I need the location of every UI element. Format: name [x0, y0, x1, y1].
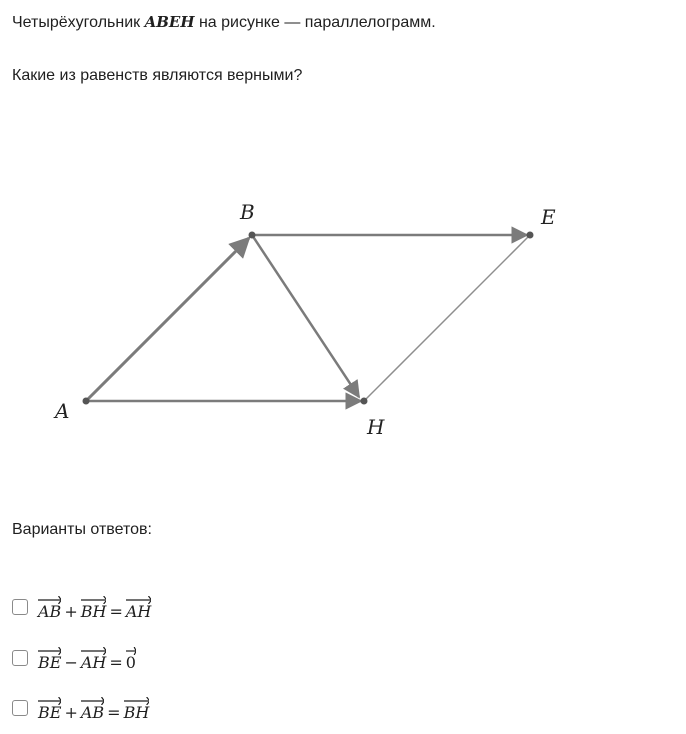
- point-e: [527, 232, 534, 239]
- label-a: A: [55, 399, 70, 423]
- zero-vector: 0: [126, 645, 136, 672]
- option-2-checkbox[interactable]: [12, 650, 28, 666]
- vector-ab: [86, 238, 249, 401]
- point-b: [249, 232, 256, 239]
- vector-term: AB: [81, 695, 104, 722]
- vector-term: AB: [38, 594, 61, 621]
- segment-he: [364, 235, 530, 401]
- vector-term: BE: [38, 645, 61, 672]
- option-1-formula: [38, 593, 151, 621]
- option-2-formula: [38, 644, 136, 672]
- equals-sign: =: [109, 653, 123, 672]
- question-line-2: Какие из равенств являются верными?: [12, 67, 303, 84]
- equals-sign: =: [107, 703, 121, 722]
- operator: −: [64, 653, 78, 672]
- point-h: [361, 398, 368, 405]
- operator: +: [64, 602, 78, 621]
- option-3-checkbox[interactable]: [12, 700, 28, 716]
- question-line-1: [12, 12, 436, 33]
- figure-name: ABEH: [144, 13, 195, 31]
- option-1-checkbox[interactable]: [12, 599, 28, 615]
- parallelogram-figure: [0, 190, 686, 450]
- vector-term: BH: [124, 695, 150, 722]
- label-b: B: [240, 200, 255, 224]
- answer-option-2[interactable]: [12, 643, 136, 673]
- answer-option-1[interactable]: [12, 592, 151, 622]
- equals-sign: =: [109, 602, 123, 621]
- point-a: [83, 398, 90, 405]
- question-suffix: на рисунке — параллелограмм.: [194, 14, 436, 31]
- vector-term: AH: [126, 594, 152, 621]
- vector-term: BH: [81, 594, 107, 621]
- vector-bh: [252, 235, 359, 397]
- label-h: H: [367, 415, 385, 439]
- answers-label: Варианты ответов:: [12, 521, 152, 538]
- vector-term: BE: [38, 695, 61, 722]
- question-prefix: Четырёхугольник: [12, 14, 145, 31]
- label-e: E: [541, 205, 556, 229]
- option-3-formula: [38, 694, 149, 722]
- operator: +: [64, 703, 78, 722]
- vector-term: AH: [81, 645, 107, 672]
- answer-option-3[interactable]: [12, 693, 149, 723]
